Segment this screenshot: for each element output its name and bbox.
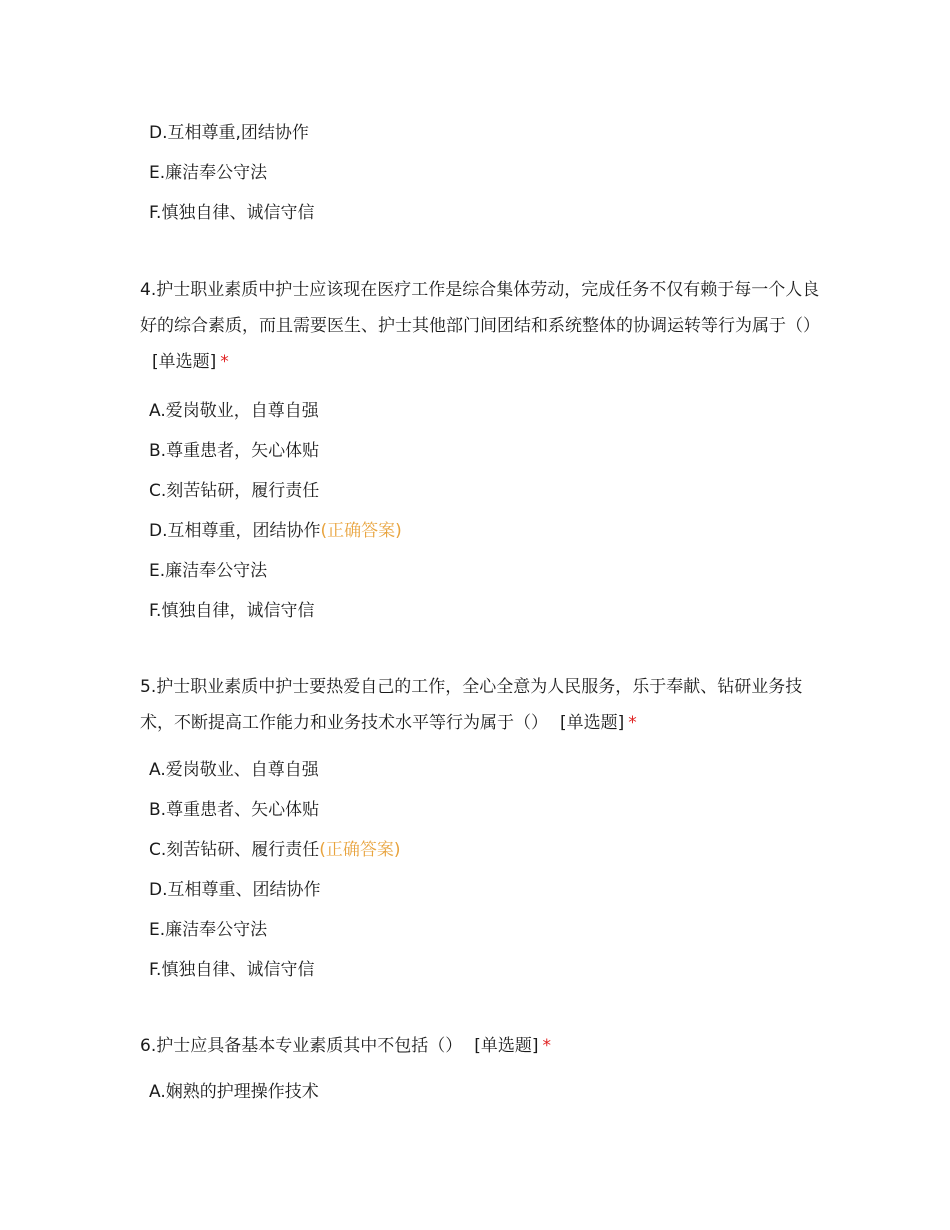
option-item [149, 591, 829, 631]
option-label: A.娴熟的护理操作技术 [149, 1082, 319, 1102]
option-label: F.慎独自律，诚信守信 [149, 601, 315, 621]
option-label: E.廉洁奉公守法 [149, 920, 268, 940]
option-item [149, 750, 829, 790]
option-label: D.互相尊重、团结协作 [149, 880, 321, 900]
question-4-options [149, 391, 829, 631]
option-item [149, 551, 829, 591]
required-marker: * [220, 352, 229, 372]
question-4-text [140, 272, 820, 380]
option-label: E.廉洁奉公守法 [149, 561, 268, 581]
option-item [149, 950, 829, 990]
option-item [149, 1072, 829, 1112]
option-item [149, 153, 829, 193]
option-item [149, 870, 829, 910]
option-item [149, 471, 829, 511]
option-label: D.互相尊重,团结协作 [149, 123, 309, 143]
option-item [149, 790, 829, 830]
correct-answer-marker: (正确答案) [320, 521, 402, 541]
option-label: F.慎独自律、诚信守信 [149, 960, 315, 980]
question-type: [单选题] [560, 713, 625, 733]
option-label: E.廉洁奉公守法 [149, 163, 268, 183]
question-3-options [149, 113, 829, 233]
correct-answer-marker: (正确答案) [319, 840, 401, 860]
option-item [149, 511, 829, 551]
option-item [149, 910, 829, 950]
question-5-text [140, 669, 820, 741]
option-label: A.爱岗敬业，自尊自强 [149, 401, 319, 421]
question-stem: 6.护士应具备基本专业素质其中不包括（） [140, 1036, 463, 1056]
question-type: [单选题] [474, 1036, 539, 1056]
question-6-options [149, 1072, 829, 1112]
question-stem: 4.护士职业素质中护士应该现在医疗工作是综合集体劳动，完成任务不仅有赖于每一个人良好的综合素质，而且需要医生、护士其他部门间团结和系统整体的协调运转等行为属于（） [140, 280, 820, 336]
option-label: D.互相尊重，团结协作 [149, 521, 321, 541]
option-label: B.尊重患者，矢心体贴 [149, 441, 320, 461]
question-stem: 5.护士职业素质中护士要热爱自己的工作，全心全意为人民服务，乐于奉献、钻研业务技术，不断提高工作能力和业务技术水平等行为属于（） [140, 677, 803, 733]
option-item [149, 113, 829, 153]
option-label: F.慎独自律、诚信守信 [149, 203, 315, 223]
option-item [149, 193, 829, 233]
option-label: B.尊重患者、矢心体贴 [149, 800, 320, 820]
option-label: C.刻苦钻研，履行责任 [149, 481, 320, 501]
option-item [149, 830, 829, 870]
required-marker: * [542, 1036, 551, 1056]
question-6-text [140, 1028, 820, 1064]
question-type: [单选题] [152, 352, 217, 372]
option-label: A.爱岗敬业、自尊自强 [149, 760, 319, 780]
option-label: C.刻苦钻研、履行责任 [149, 840, 320, 860]
option-item [149, 391, 829, 431]
option-item [149, 431, 829, 471]
required-marker: * [628, 713, 637, 733]
question-5-options [149, 750, 829, 990]
